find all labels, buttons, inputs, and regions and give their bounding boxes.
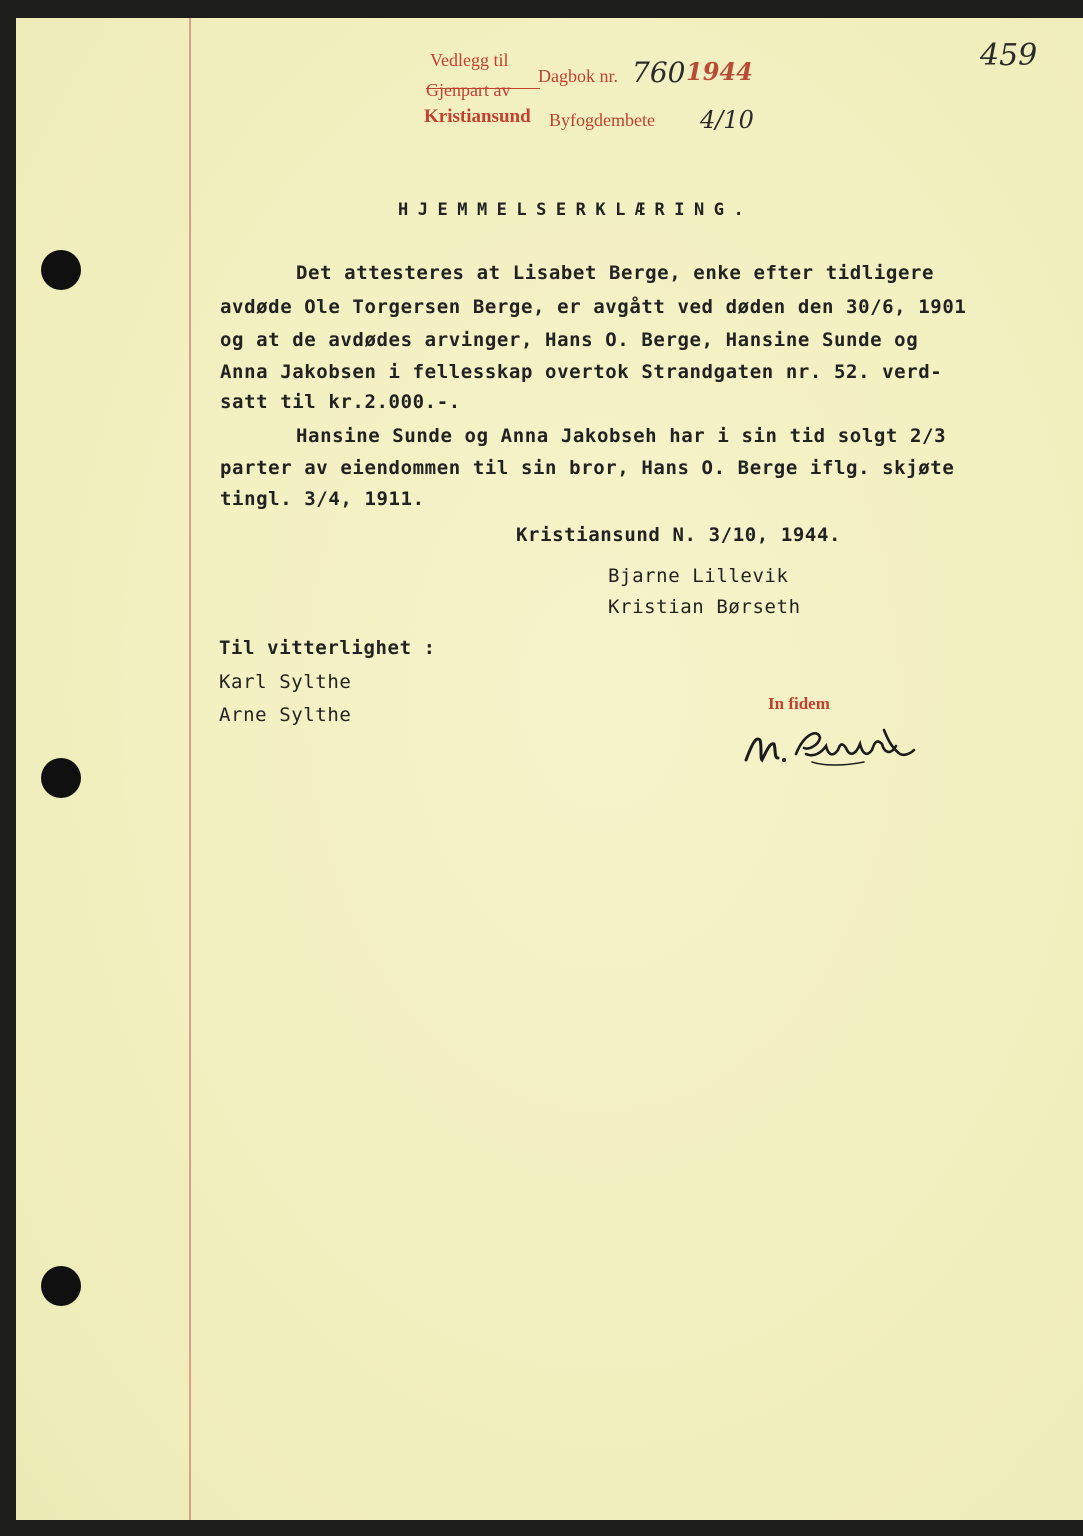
stamp-kristiansund: Kristiansund xyxy=(424,106,531,127)
stamp-gjenpart: Gjenpart av xyxy=(426,80,511,100)
place-date: Kristiansund N. 3/10, 1944. xyxy=(516,524,842,546)
punch-hole xyxy=(41,250,81,290)
witness-name: Arne Sylthe xyxy=(219,704,352,726)
body-line: Anna Jakobsen i fellesskap overtok Strandgaten nr. 52. verd- xyxy=(220,361,943,383)
body-line: satt til kr.2.000.-. xyxy=(220,391,461,413)
body-line: parter av eiendommen til sin bror, Hans O. Berge iflg. skjøte xyxy=(220,457,955,479)
signatory-name: Kristian Børseth xyxy=(608,596,801,618)
stamp-vedlegg: Vedlegg til xyxy=(430,50,509,70)
stamp-date: 4/10 xyxy=(700,106,754,134)
stamp-number: 760 xyxy=(632,56,686,89)
handwritten-signature xyxy=(734,714,934,774)
body-line: tingl. 3/4, 1911. xyxy=(220,488,425,510)
signatory-name: Bjarne Lillevik xyxy=(608,565,789,587)
body-line: og at de avdødes arvinger, Hans O. Berge, Hansine Sunde og xyxy=(220,329,919,351)
body-line: avdøde Ole Torgersen Berge, er avgått ved døden den 30/6, 1901 xyxy=(220,296,967,318)
body-line: Hansine Sunde og Anna Jakobseh har i sin tid solgt 2/3 xyxy=(296,425,947,447)
document-page xyxy=(16,18,1083,1520)
stamp-year: 1944 xyxy=(686,57,753,86)
punch-hole xyxy=(41,1266,81,1306)
margin-line xyxy=(189,18,191,1520)
document-title: HJEMMELSERKLÆRING. xyxy=(398,200,754,220)
stamp-byfogd: Byfogdembete xyxy=(549,110,655,130)
punch-hole xyxy=(41,758,81,798)
stamp-dagbok: Dagbok nr. xyxy=(538,66,618,86)
witness-name: Karl Sylthe xyxy=(219,671,352,693)
witness-heading: Til vitterlighet : xyxy=(219,637,436,659)
page-number: 459 xyxy=(980,38,1038,73)
in-fidem-stamp: In fidem xyxy=(768,694,830,713)
body-line: Det attesteres at Lisabet Berge, enke efter tidligere xyxy=(296,262,935,284)
